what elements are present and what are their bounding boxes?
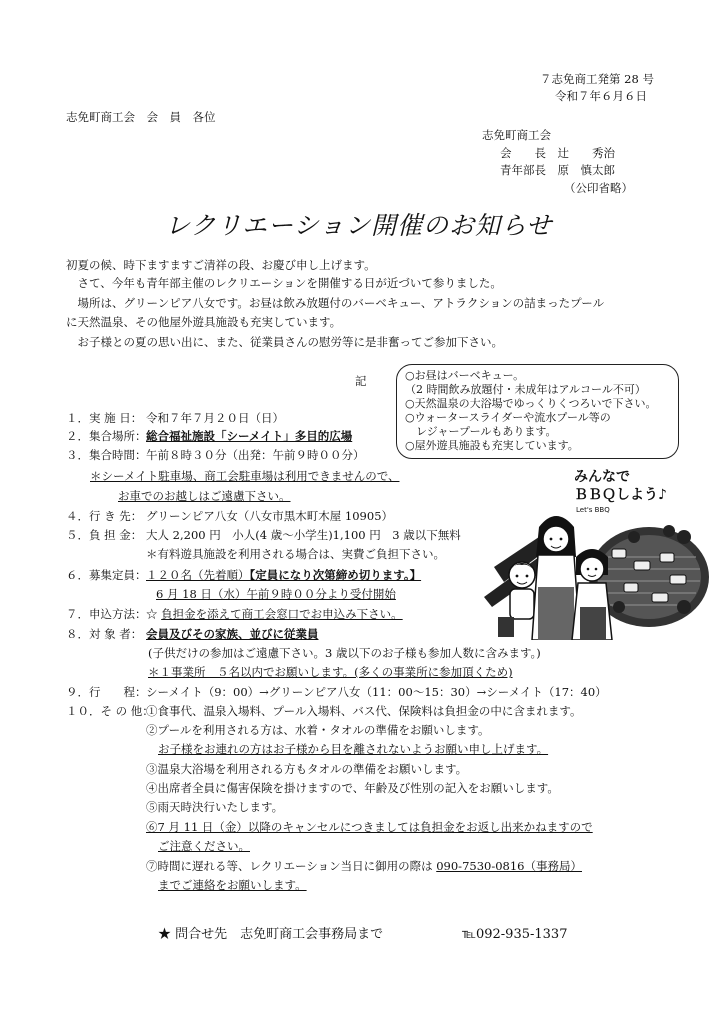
intro-line-3: 場所は、グリーンピア八女です。お昼は飲み放題付のバーベキュー、アトラクションの詰まったプール xyxy=(66,296,605,310)
document-date: 令和７年６月６日 xyxy=(555,89,647,103)
item-other-6b: ご注意ください。 xyxy=(158,839,250,853)
addressee: 志免町商工会 会 員 各位 xyxy=(66,110,216,124)
item-time-note-1: ＊シーメイト駐車場、商工会駐車場は利用できませんので、 xyxy=(90,469,400,483)
item-fee-label: ５．負 担 金： xyxy=(66,528,143,542)
girl-figure-icon xyxy=(572,549,612,640)
item-schedule xyxy=(66,685,607,700)
item-fee-note: ＊有料遊具施設を利用される場合は、実費ご負担下さい。 xyxy=(146,547,445,561)
bubble-line-2: （2 時間飲み放題付・未成年はアルコール不可） xyxy=(405,383,646,397)
item-schedule-value: シーメイト（9：00）→グリーンピア八女（11：00～15：30）→シーメイト（17：40） xyxy=(146,685,607,699)
bubble-line-6: ○屋外遊具施設も充実しています。 xyxy=(405,439,579,453)
item-apply xyxy=(66,607,403,622)
item-apply-label: ７．申込方法： xyxy=(66,607,147,621)
intro-line-4: に天然温泉、その他屋外遊具施設も充実しています。 xyxy=(66,315,342,329)
item-place xyxy=(66,429,352,444)
sender-organization: 志免町商工会 xyxy=(482,128,551,142)
item-fee xyxy=(66,528,461,543)
item-time-value: 午前８時３０分（出発：午前９時００分） xyxy=(146,448,365,462)
bubble-line-5: レジャープールもあります。 xyxy=(405,425,557,439)
item-date-label: １．実 施 日： xyxy=(66,411,143,425)
item-target-label: ８．対 象 者： xyxy=(66,627,143,641)
sender-youth-leader: 青年部長 原 慎太郎 xyxy=(500,163,615,177)
item-fee-value: 大人 2,200 円 小人(4 歳～小学生)1,100 円 3 歳以下無料 xyxy=(146,528,461,542)
item-other-4: ④出席者全員に傷害保険を掛けますので、年齢及び性別の記入をお願いします。 xyxy=(146,781,559,795)
illustration-caption-1: みんなで xyxy=(574,469,630,485)
item-place-value: 総合福祉施設「シーメイト」多目的広場 xyxy=(146,429,353,443)
seal-note: （公印省略） xyxy=(564,181,633,195)
item-target-note-2: ＊１事業所 ５名以内でお願いします。(多くの事業所に参加頂くため) xyxy=(148,665,513,679)
illustration-caption-small: Let's BBQ xyxy=(576,506,610,514)
bubble-line-1: ○お昼はバーベキュー。 xyxy=(405,369,525,382)
item-other-5: ⑤雨天時決行いたします。 xyxy=(146,800,284,814)
bbq-illustration xyxy=(484,457,710,640)
intro-line-2: さて、今年も青年部主催のレクリエーションを開催する日が近づいて参りました。 xyxy=(66,276,502,290)
item-date-value: 令和７年７月２０日（日） xyxy=(146,411,284,425)
item-other-6a: ⑥7 月 11 日（金）以降のキャンセルにつきましては負担金をお返し出来かねますので xyxy=(146,820,593,834)
woman-figure-icon xyxy=(532,516,580,640)
item-time xyxy=(66,448,365,463)
contact-line: ★ 問合せ先 志免町商工会事務局まで xyxy=(158,927,384,942)
item-destination-label: ４．行 き 先： xyxy=(66,509,143,523)
item-other-7b: までご連絡をお願いします。 xyxy=(158,878,307,892)
item-apply-value: 負担金を添えて商工会窓口でお申込み下さい。 xyxy=(161,607,403,621)
item-time-note-2: お車でのお越しはご遠慮下さい。 xyxy=(118,489,291,503)
office-phone-link[interactable]: 090-7530-0816（事務局） xyxy=(436,859,582,873)
item-destination-value: グリーンピア八女（八女市黒木町木屋 10905） xyxy=(146,509,394,523)
highlights-bubble xyxy=(396,364,679,459)
item-capacity xyxy=(66,568,421,583)
item-other-2: ②プールを利用される方は、水着・タオルの準備をお願いします。 xyxy=(146,723,490,737)
item-target-note-1: (子供だけの参加はご遠慮下さい。3 歳以下のお子様も参加人数に含みます。) xyxy=(148,646,541,660)
item-other-label: １０．そ の 他： xyxy=(66,704,154,718)
item-destination xyxy=(66,509,393,524)
contact-tel[interactable]: ℡092-935-1337 xyxy=(462,927,568,942)
item-other-1: ①食事代、温泉入場料、プール入場料、バス代、保険料は負担金の中に含まれます。 xyxy=(146,704,582,718)
bubble-line-4: ○ウォータースライダーや流水プール等の xyxy=(405,411,611,425)
bubble-line-3: ○天然温泉の大浴場でゆっくりくつろいで下さい。 xyxy=(405,397,657,411)
item-capacity-deadline: 【定員になり次第締め切ります。】 xyxy=(249,568,422,582)
item-date xyxy=(66,411,284,426)
item-schedule-label: ９．行 程： xyxy=(66,685,147,699)
item-other xyxy=(66,704,582,719)
item-other-7a xyxy=(146,859,582,874)
item-capacity-label: ６．募集定員： xyxy=(66,568,147,582)
intro-line-1: 初夏の候、時下ますますご清祥の段、お慶び申し上げます。 xyxy=(66,258,376,272)
item-target-value: 会員及びその家族、並びに従業員 xyxy=(146,627,319,641)
illustration-caption-2: ＢＢＱしよう♪ xyxy=(574,487,667,503)
item-capacity-note: 6 月 18 日（水）午前９時００分より受付開始 xyxy=(156,587,396,601)
item-time-label: ３．集合時間： xyxy=(66,448,147,462)
item-other-7a-text: ⑦時間に遅れる等、レクリエーション当日に御用の際は xyxy=(146,859,437,873)
item-target xyxy=(66,627,319,642)
sender-chairman: 会 長 辻 秀治 xyxy=(500,146,615,160)
item-capacity-value: １２０名（先着順） xyxy=(146,568,250,582)
intro-line-5: お子様との夏の思い出に、また、従業員さんの慰労等に是非奮ってご参加下さい。 xyxy=(66,335,503,349)
item-other-2b: お子様をお連れの方はお子様から目を離されないようお願い申し上げます。 xyxy=(158,742,549,756)
page-title: レクリエーション開催のお知らせ xyxy=(165,211,553,240)
item-place-label: ２．集合場所： xyxy=(66,429,147,443)
document-number: ７志免商工発第 28 号 xyxy=(540,72,654,86)
item-other-3: ③温泉大浴場を利用される方もタオルの準備をお願いします。 xyxy=(146,762,468,776)
ki-marker: 記 xyxy=(355,374,367,388)
item-apply-star: ☆ xyxy=(146,607,162,621)
